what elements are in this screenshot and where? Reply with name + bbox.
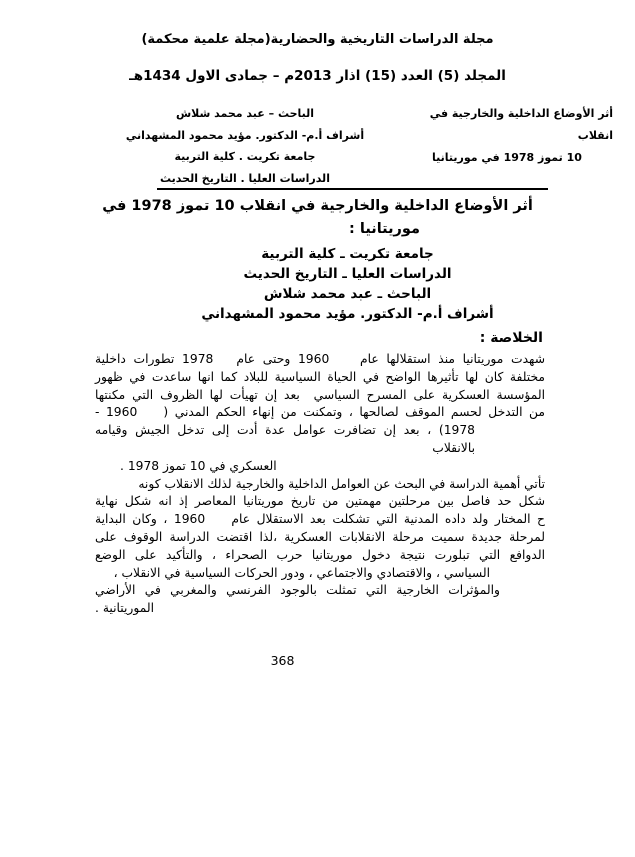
affiliation-university: جامعة تكريت ـ كلية التربية (261, 246, 434, 262)
abstract-line: والمؤثرات الخارجية التي تمثلت بالوجود الفرنسي والمغربي في الأراضي (95, 583, 500, 598)
department-line: الدراسات العليا . التاريخ الحديث (160, 171, 330, 185)
abstract-line: المؤسسة العسكرية على المسرح السياسي بعد إن تهيأت لها الظروف التي مكنتها (95, 387, 545, 402)
running-head-line1: أثر الأوضاع الداخلية والخارجية في انقلاب (429, 107, 613, 142)
abstract-line: العسكري في 10 تموز 1978 . (120, 458, 277, 473)
abstract-line: من التدخل لحسم الموقف لصالحها ، وتمكنت من إنهاء الحكم المدني ( 1960 - (95, 405, 545, 420)
abstract-line: شهدت موريتانيا منذ استقلالها عام 1960 وحتى عام 1978 تطورات داخلية (95, 352, 546, 366)
abstract-line: 1978) ، بعد إن تضافرت عوامل عدة أدت إلى تدخل الجيش وقيامه بالانقلاب (95, 423, 475, 455)
issue-volume-line: المجلد (5) العدد (15) اذار 2013م – جمادى الاول 1434هـ (129, 68, 506, 84)
abstract-line: لمرحلة جديدة سميت مرحلة الانقلابات العسكرية ،لذا اقتضت الدراسة الوقوف على (95, 529, 545, 544)
journal-title: مجلة الدراسات التاريخية والحضارية(مجلة علمية محكمة) (141, 32, 494, 47)
affiliation-department: الدراسات العليا ـ التاريخ الحديث (243, 266, 452, 282)
article-title-line1: أثر الأوضاع الداخلية والخارجية في انقلاب 10 تموز 1978 في (102, 198, 533, 214)
page-number: 368 (270, 653, 295, 668)
affiliation-researcher: الباحث ـ عبد محمد شلاش (263, 286, 432, 302)
author-affiliation-block (30, 244, 635, 324)
abstract-line: السياسي ، والاقتصادي والاجتماعي ، ودور الحركات السياسية في الانقلاب ، (113, 565, 490, 580)
running-head-article-ref (401, 103, 613, 169)
supervisor-line: أشراف أ.م- الدكتور. مؤيد محمود المشهداني (125, 128, 365, 142)
abstract-line: شكل حد فاصل بين مرحلتين مهمتين من تاريخ موريتانيا المعاصر إذ انه شكل نهاية (95, 494, 545, 509)
affiliation-supervisor: أشراف أ.م- الدكتور. مؤيد محمود المشهداني (201, 306, 494, 322)
abstract-line: الموريتانية . (95, 601, 154, 616)
separator-line (157, 188, 548, 190)
article-title-line2: موريتانيا : (349, 221, 420, 237)
university-line: جامعة تكريت . كلية التربية (174, 150, 316, 163)
abstract-line: الدوافع التي تبلورت نتيجة دخول موريتانيا حرب الصحراء ، والتأكيد على الوضع (95, 547, 545, 562)
abstract-body (95, 351, 545, 618)
abstract-line: ح المختار ولد داده المدنية التي تشكلت بعد الاستقلال عام 1960 ، وكان البداية (95, 512, 545, 527)
researcher-info-block (100, 103, 390, 189)
running-head-line2: 10 تموز 1978 في موريتانيا (432, 151, 582, 164)
researcher-name-line: الباحث – عبد محمد شلاش (175, 107, 315, 120)
abstract-line: مختلفة كان لها تأثيرها الواضح في الحياة السياسية للبلاد كما انها ساعدت في ظهور (95, 369, 545, 384)
abstract-line: تأتي أهمية الدراسة في البحث عن العوامل الداخلية والخارجية لذلك الانقلاب كونه (138, 476, 545, 491)
abstract-heading: الخلاصة : (479, 330, 543, 346)
